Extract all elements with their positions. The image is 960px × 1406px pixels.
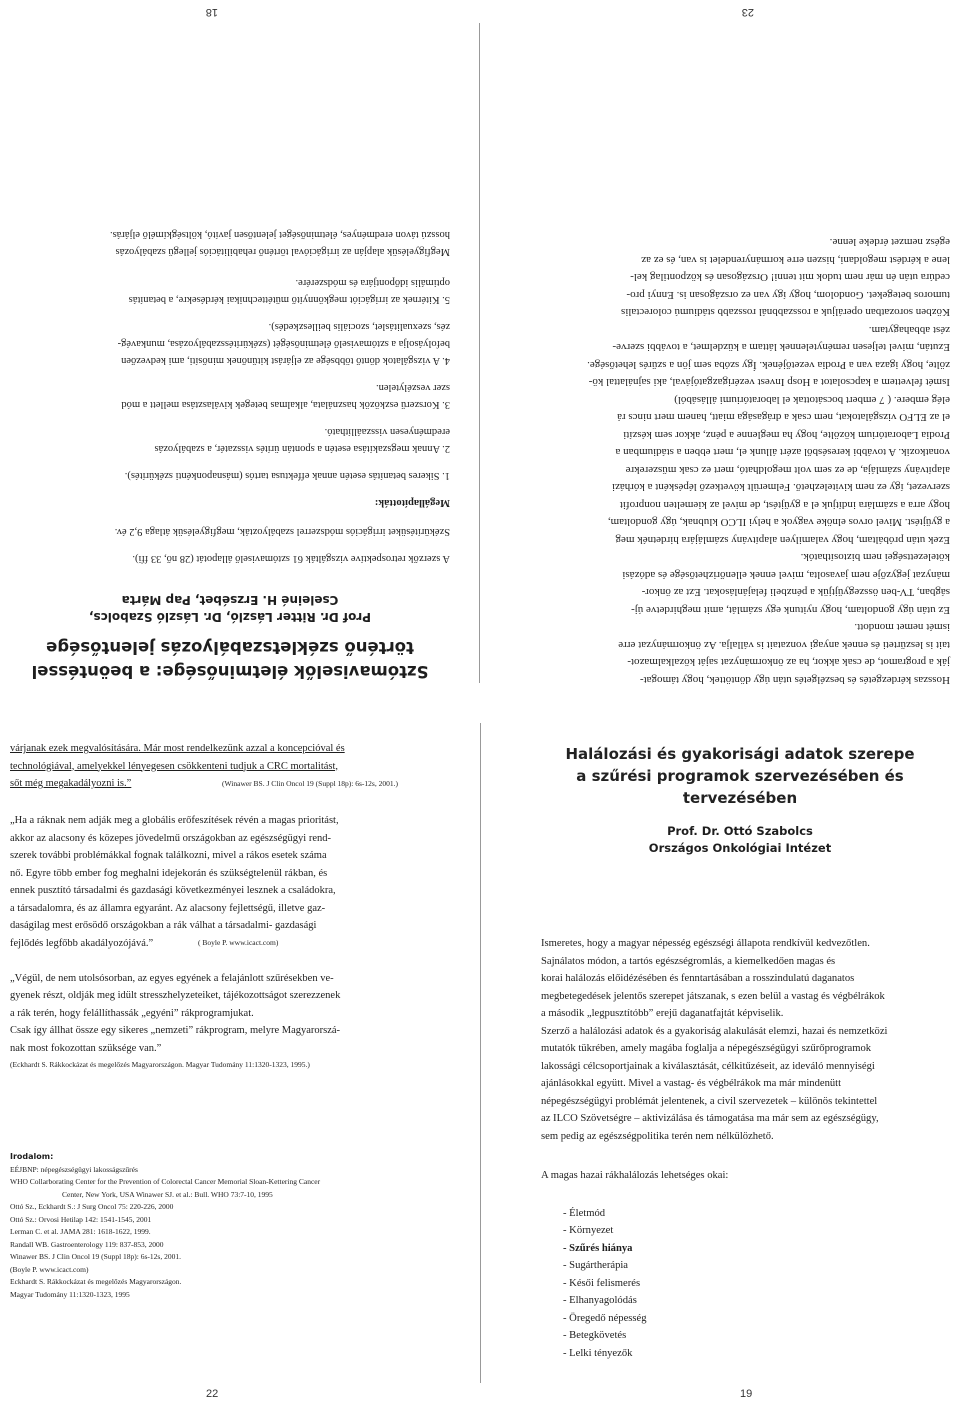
paragraph-line: a második „legpusztítóbb” erejű daganatfajtát képviselik.	[541, 1008, 784, 1019]
quote-line: a rák terén, hogy felállíthassák „egyéni” rákprogramjukat.	[10, 1007, 254, 1019]
paragraph-line: lakossági célcsoportjainak a kiválasztását, célkitűzéseit, az ideváló mennyiségi	[541, 1060, 875, 1072]
author-name: Prof. Dr. Ottó Szabolcs	[667, 824, 813, 838]
text-line: tumoros betegeket. Gondolom, hogy így van ez országosan is. Ennyi pro-	[626, 289, 950, 301]
reference-item: Randall WB. Gastroenterology 119: 837-853, 2000	[10, 1239, 164, 1249]
article-title-line-3: tervezésében	[682, 789, 798, 807]
text-line: Ismét felvettem a kapcsolatot a Hosp Invest vezérigazgatójával, aki sajnálattal kö-	[588, 376, 950, 389]
text-line: Ez után úgy gondoltam, hogy nyitunk egy számlát, amit meghirdetve új-	[631, 604, 950, 616]
text-line: Prodia Laboratórium közölte, hogy ha meglenne a pénz, akkor sem készíti	[623, 429, 950, 441]
finding-line: 4. A vizsgálatok döntő többsége az eljárást kitűnőnek minősíti, ami kedvezően	[121, 355, 450, 366]
reference-item: WHO Collarborating Center for the Prevention of Colorectal Cancer Memorial Sloan-Kettering Cancer	[10, 1177, 321, 1186]
finding-line: eredményesen visszaállítható.	[324, 426, 450, 437]
quote-winawer-ref: (Winawer BS. J Clin Oncol 19 (Suppl 18p): 6s-12s, 2001.)	[222, 778, 398, 788]
quote-line: fejlődés legfőbb akadályozójává.”	[10, 937, 154, 949]
paragraph-line: Sajnálatos módon, a tartós egészségromlás, a kiemelkedően magas és	[541, 955, 836, 967]
quote-line: nak most fokozottan szüksége van.”	[10, 1042, 162, 1054]
finding-line: zés, szexualitáslet, szociális beilleszkedés).	[268, 321, 450, 332]
causes-heading: A magas hazai rákhalálozás lehetséges okai:	[541, 1170, 729, 1181]
reference-item: Lerman C. et al. JAMA 281: 1618-1622, 1999.	[10, 1227, 151, 1236]
top-authors-line-1: Prof Dr. Ritter László, Dr. László Szabolcs,	[88, 610, 372, 624]
quote-line: technológiával, amelyekkel lényegesen csökkenteni tudjuk a CRC mortalitást,	[10, 760, 339, 772]
paragraph-line: Ismeretes, hogy a magyar népesség egészségi állapota rendkívül kedvezőtlen.	[541, 938, 870, 949]
cause-item: - Életmód	[563, 1207, 606, 1219]
top-article-title	[10, 635, 450, 683]
article-title	[525, 743, 955, 809]
references-heading: Irodalom:	[10, 1152, 54, 1161]
text-line: Közben sorozatban operáljuk a rosszabbnál rosszabb stádiumú colorectalis	[621, 306, 950, 319]
text-line: Ezután, mivel teljesen reménytelennek láttam a küzdelmet, a további szerve-	[612, 341, 950, 354]
quote-line: ennek pusztító társadalmi és gazdasági következményei lesznek a családokra,	[10, 885, 336, 896]
text-line: tait is leszűrteti és ennek anyagi vonzatait is vállalja. Az önkormányzat erre	[618, 639, 950, 651]
text-line: a gyűjtést. Mivel orvos elnöke vagyok a helyi ILCO klubnak, úgy gondoltam,	[607, 516, 950, 529]
cause-item: - Betegkövetés	[563, 1330, 627, 1341]
text-line: alapítvány számlája, de ez sem volt megoldható, mert ez csak műszerekre	[625, 464, 950, 476]
quote-line: daságilag mest erősödő országokban a rák válhat a társadalmi- gazdasági	[10, 920, 317, 931]
reference-item: Magyar Tudomány 11:1320-1323, 1995	[10, 1289, 130, 1299]
cause-item: - Elhanyagolódás	[563, 1295, 637, 1306]
top-conclusion-line-1: Megfigyelésük alapján az irrigációval történő rehabilitációs jellegű szabályozás	[115, 246, 450, 257]
reference-item: Eckhardt S. Rákkockázat és megelőzés Magyarországon.	[10, 1277, 182, 1286]
quote-line: a társadalomra, és az államra egyaránt. Az alacsony fejlettségű, illetve gaz-	[10, 902, 326, 914]
paragraph-line: megbetegedések jelentős szerepet játszanak, s ezen belül a vastag és végbélrákok	[541, 990, 885, 1002]
reference-item: Ottó Sz., Eckhardt S.: J Surg Oncol 75: 220-226, 2000	[10, 1202, 174, 1211]
text-line: Ezek után próbáltam, hogy valamilyen alapítvány számlájára hirdetnék meg	[615, 534, 950, 546]
author-institute: Országos Onkológiai Intézet	[648, 841, 832, 855]
finding-line: 2. Annak megszakítása esetén a spontán ürítés visszatér, a szabályozás	[154, 443, 450, 454]
finding-line: 3. Korszerű eszközök használata, alkalmas betegek kiválasztása mellett a mód	[121, 399, 450, 410]
finding-line: szer veszélytelen.	[375, 382, 450, 393]
article-author	[525, 823, 955, 857]
text-line: hogy arra a számlára indítjuk el a gyűjtést, de mivel az kiemelten nonprofit	[619, 499, 950, 511]
quote-line: akkor az alacsony és közepes jövedelmű országokban az egészségügyi rend-	[10, 832, 331, 844]
paragraph-line: mutatók tükrében, amely magába foglalja a népegészségügyi szűrőprogramok	[541, 1043, 872, 1054]
reference-item: (Boyle P. www.icact.com)	[10, 1264, 89, 1274]
article-title-line-1: Halálozási és gyakorisági adatok szerepe	[565, 745, 915, 763]
article-paragraph-1	[541, 935, 960, 1023]
top-spread-divider	[479, 23, 480, 683]
top-intro-line-1: A szerzők retrospektíve vizsgálták 61 sztómaviselő állapotát (28 nő, 33 ffi).	[132, 553, 450, 564]
quote-boyle-ref: ( Boyle P. www.icact.com)	[198, 938, 279, 947]
text-line: egész nemzet érdeke lenne.	[829, 236, 950, 249]
text-line: ják a programot, de csak akkor, ha az önkormányzat saját közalkalmazot-	[627, 656, 950, 669]
text-line: zést abbahagytam.	[868, 324, 950, 336]
top-article-body	[10, 226, 450, 567]
text-line: kötelezettségei nem biztosíthatók.	[800, 551, 950, 564]
top-findings-heading: Megállapították:	[374, 497, 450, 508]
quote-line: gyenek részt, oldják meg idült stresszhelyzeteiket, tájékozottságot szerezzenek	[10, 990, 341, 1001]
text-line: Hosszas kérdezgetés és beszélgetés után úgy döntöttek, hogy támogat-	[639, 674, 950, 686]
paragraph-line: korai halálozás előidézésében és fenntartásában a rosszindulatú daganatos	[541, 973, 855, 984]
top-findings-list	[10, 274, 450, 484]
paragraph-line: Szerző a halálozási adatok és a gyakoriság alakulását elemzi, hazai és nemzetközi	[541, 1025, 888, 1037]
text-line: el az ELFO vizsgálatokat, nem csak a drágasága miatt, hanem mert nincs rá	[617, 411, 950, 424]
cause-item: - Környezet	[563, 1225, 614, 1236]
reference-item: Winawer BS. J Clin Oncol 19 (Suppl 18p): 6s-12s, 2001.	[10, 1252, 181, 1261]
text-line: szervezet, így ez nem kivitelezhető. Felmerült következő lépésként a kórházi	[611, 481, 950, 494]
quote-boyle	[10, 812, 450, 952]
finding-line: 5. Kitérnek az irrigációt megkönnyítő műtéttechnikai kérdésekre, a betanítás	[128, 294, 450, 305]
article-body	[525, 935, 960, 1362]
references-list	[10, 1164, 450, 1302]
page-number-bottom-right: 19	[740, 1388, 753, 1400]
bottom-right-page	[525, 743, 955, 1362]
text-line: ságban, TV-ben összegyűjtjük a pénzbeli felajánlásokat. Ezt az önkor-	[641, 586, 950, 599]
quote-line: nő. Egyre több ember fog meghalni idejekorán és szükségtelenül rákban, és	[10, 867, 328, 879]
top-article-column	[10, 226, 450, 683]
text-line: elég embere. ( 7 embert bocsátottak el laboratóriumi állásából)	[674, 394, 950, 406]
paragraph-line: népegészségügyi problémát jelentenek, a civil szervezetek – különös tekintettel	[541, 1095, 878, 1107]
reference-item: EÉJBNP: népegészségügyi lakosságszűrés	[10, 1164, 138, 1174]
top-title-line-1: Sztómaviselők életminősége: a beöntéssel	[31, 662, 429, 681]
page-number-top-left: 23	[741, 6, 754, 18]
article-title-line-2: a szűrési programok szervezésében és	[576, 767, 904, 785]
finding-line: 1. Sikeres betanítás esetén annak effektusa tartós (másnaponkénti székürítés).	[124, 470, 450, 481]
cause-item: - Késői felismerés	[563, 1277, 641, 1289]
finding-line: optimális időpontjára és módszerére.	[295, 277, 450, 288]
causes-list	[563, 1205, 960, 1363]
quote-line: sőt még megakadályozni is.”	[10, 778, 132, 789]
top-conclusion-line-2: hosszú távon eredményes, életminőséget jelentősen javító, költségkímélő eljárás.	[110, 229, 450, 240]
finding-line: befolyásolja a sztómaviselő életminőségét (székürítésszabályozása, munkavég-	[117, 338, 450, 349]
quote-eckhardt	[10, 970, 450, 1058]
text-line: ismét nemet mondott.	[854, 621, 950, 634]
bottom-spread	[0, 703, 960, 1406]
top-letter-text	[510, 233, 950, 688]
quote-eckhardt-ref: (Eckhardt S. Rákkockázat és megelőzés Magyarországon. Magyar Tudomány 11:1320-1323, 1995.)	[10, 1060, 310, 1069]
paragraph-line: sem pedig az egészségpolitika terén nem nélkülözhető.	[541, 1130, 774, 1142]
text-line: vonatkozik. A további keresésből azért állunk el, mert ebben a stádiumban a	[615, 446, 950, 459]
cause-item: - Öregedő népesség	[563, 1312, 647, 1324]
top-authors-line-2: Cseleiné H. Erzsébet, Pap Márta	[121, 593, 339, 607]
reference-item: Center, New York, USA Winawer SJ. et al.: Bull. WHO 73:7-10, 1995	[62, 1189, 273, 1199]
top-letter-column	[510, 233, 950, 688]
quote-line: „Végül, de nem utolsósorban, az egyes egyének a felajánlott szűrésekben ve-	[10, 972, 334, 984]
text-line: mányzat jegyzője nem javasolta, mivel ennek ellenőrizhetősége és adózási	[622, 569, 950, 581]
cause-item: - Sugártherápia	[563, 1260, 629, 1271]
article-paragraph-2	[541, 1023, 960, 1146]
page-number-bottom-left: 22	[206, 1388, 219, 1400]
text-line: cedúra után én már nem tudok mit tenni! Országosan és központilag kel-	[630, 271, 950, 284]
bottom-spread-divider	[480, 723, 481, 1383]
top-intro-line-2: Székürítésüket irrigációs módszerrel szabályozták, megfigyelésük átlaga 9,2 év.	[114, 526, 450, 537]
cause-item: - Szűrés hiánya	[563, 1242, 633, 1254]
reference-item: Ottó Sz.: Orvosi Hetilap 142: 1541-1545, 2001	[10, 1214, 152, 1224]
references	[10, 1151, 450, 1301]
page-number-top-right: 18	[205, 6, 218, 18]
quote-line: „Ha a ráknak nem adják meg a globális erőfeszítések révén a magas prioritást,	[10, 815, 339, 826]
top-article-authors	[10, 591, 450, 625]
paragraph-line: az ILCO Szövetségre – aktivizálása és támogatása ma már sem az egészségügy,	[541, 1113, 879, 1124]
top-title-line-2: történő székletszabályozás jelentősége	[46, 638, 414, 657]
text-line: lene a kérdést megoldani, hiszen erre kormányrendelet is van, és ez az	[641, 254, 950, 266]
cause-item: - Lelki tényezők	[563, 1347, 633, 1359]
quote-line: Csak így állhat össze egy sikeres „nemzeti” rákprogram, melyre Magyarorszá-	[10, 1025, 341, 1036]
text-line: zölte, hogy igaza van a Prodia vezetőjének. Így szóba sem jön a szűrés lehetősége.	[587, 359, 950, 371]
paragraph-line: ajánlásokkal együtt. Mivel a vastag- és végbélrákok ma már mindenütt	[541, 1078, 842, 1089]
quote-line: szerek további problémákkal fognak találkozni, mivel a rákos esetek száma	[10, 850, 327, 861]
bottom-left-page	[10, 740, 450, 1301]
quote-line: várjanak ezek megvalósítására. Már most rendelkezünk azzal a koncepcióval és	[10, 743, 345, 754]
